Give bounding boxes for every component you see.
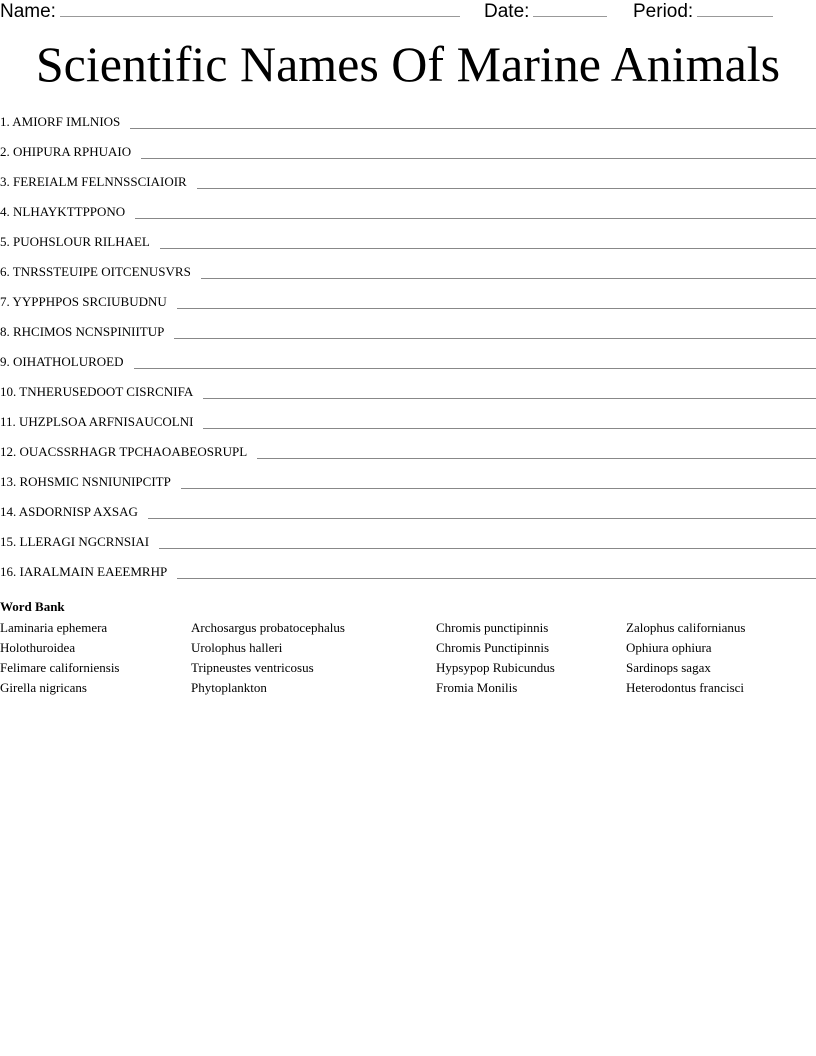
question-label: 13. ROHSMIC NSNIUNIPCITP <box>0 474 171 489</box>
question-row <box>0 260 816 280</box>
word-bank-title: Word Bank <box>0 599 65 614</box>
answer-line[interactable] <box>203 398 816 399</box>
question-row <box>0 410 816 430</box>
period-field[interactable] <box>633 0 773 23</box>
answer-line[interactable] <box>257 458 816 459</box>
question-row <box>0 470 816 490</box>
answer-line[interactable] <box>181 488 816 489</box>
name-field[interactable] <box>0 0 460 23</box>
question-label: 7. YYPPHPOS SRCIUBUDNU <box>0 294 167 309</box>
answer-line[interactable] <box>134 368 816 369</box>
period-label: Period: <box>633 1 694 22</box>
word-bank-item: Chromis punctipinnis <box>436 620 549 635</box>
word-bank-item: Chromis Punctipinnis <box>436 640 550 655</box>
question-row <box>0 380 816 400</box>
word-bank-item: Ophiura ophiura <box>626 640 712 655</box>
page-title: Scientific Names Of Marine Animals <box>35 36 781 92</box>
answer-line[interactable] <box>201 278 816 279</box>
question-row <box>0 110 816 130</box>
date-field[interactable] <box>484 0 607 23</box>
question-row <box>0 350 816 370</box>
answer-line[interactable] <box>160 248 816 249</box>
date-blank[interactable] <box>533 0 607 17</box>
answer-line[interactable] <box>197 188 816 189</box>
period-blank[interactable] <box>697 0 773 17</box>
question-row <box>0 530 816 550</box>
question-row <box>0 560 816 580</box>
question-label: 12. OUACSSRHAGR TPCHAOABEOSRUPL <box>0 444 248 459</box>
answer-line[interactable] <box>177 578 816 579</box>
answer-line[interactable] <box>203 428 816 429</box>
question-label: 11. UHZPLSOA ARFNISAUCOLNI <box>0 414 194 429</box>
question-label: 8. RHCIMOS NCNSPINIITUP <box>0 324 165 339</box>
word-bank-item: Heterodontus francisci <box>626 680 745 695</box>
answer-line[interactable] <box>135 218 816 219</box>
word-bank-item: Phytoplankton <box>191 680 267 695</box>
question-label: 9. OIHATHOLUROED <box>0 354 124 369</box>
answer-line[interactable] <box>159 548 816 549</box>
answer-line[interactable] <box>141 158 816 159</box>
question-row <box>0 440 816 460</box>
word-bank-item: Fromia Monilis <box>436 680 518 695</box>
answer-line[interactable] <box>148 518 816 519</box>
question-label: 16. IARALMAIN EAEEMRHP <box>0 564 168 579</box>
question-row <box>0 500 816 520</box>
answer-line[interactable] <box>177 308 816 309</box>
question-row <box>0 290 816 310</box>
question-row <box>0 200 816 220</box>
word-bank-item: Laminaria ephemera <box>0 620 108 635</box>
word-bank-item: Zalophus californianus <box>626 620 746 635</box>
question-label: 10. TNHERUSEDOOT CISRCNIFA <box>0 384 194 399</box>
date-label: Date: <box>484 1 530 22</box>
word-bank-item: Holothuroidea <box>0 640 76 655</box>
word-bank-item: Felimare californiensis <box>0 660 120 675</box>
question-label: 6. TNRSSTEUIPE OITCENUSVRS <box>0 264 191 279</box>
name-blank[interactable] <box>60 0 460 17</box>
word-bank-item: Girella nigricans <box>0 680 87 695</box>
question-label: 3. FEREIALM FELNNSSCIAIOIR <box>0 174 187 189</box>
question-label: 2. OHIPURA RPHUAIO <box>0 144 132 159</box>
question-row <box>0 140 816 160</box>
question-label: 14. ASDORNISP AXSAG <box>0 504 138 519</box>
question-label: 4. NLHAYKTTPPONO <box>0 204 126 219</box>
answer-line[interactable] <box>174 338 816 339</box>
question-label: 15. LLERAGI NGCRNSIAI <box>0 534 150 549</box>
question-label: 1. AMIORF IMLNIOS <box>0 114 121 129</box>
question-label: 5. PUOHSLOUR RILHAEL <box>0 234 150 249</box>
question-row <box>0 170 816 190</box>
word-bank-item: Hypsypop Rubicundus <box>436 660 555 675</box>
word-bank-item: Urolophus halleri <box>191 640 283 655</box>
word-bank <box>0 618 816 698</box>
student-info-header <box>0 0 816 22</box>
answer-line[interactable] <box>130 128 816 129</box>
question-row <box>0 230 816 250</box>
word-bank-item: Archosargus probatocephalus <box>191 620 345 635</box>
name-label: Name: <box>0 1 56 22</box>
word-bank-item: Sardinops sagax <box>626 660 711 675</box>
question-row <box>0 320 816 340</box>
word-bank-item: Tripneustes ventricosus <box>191 660 314 675</box>
